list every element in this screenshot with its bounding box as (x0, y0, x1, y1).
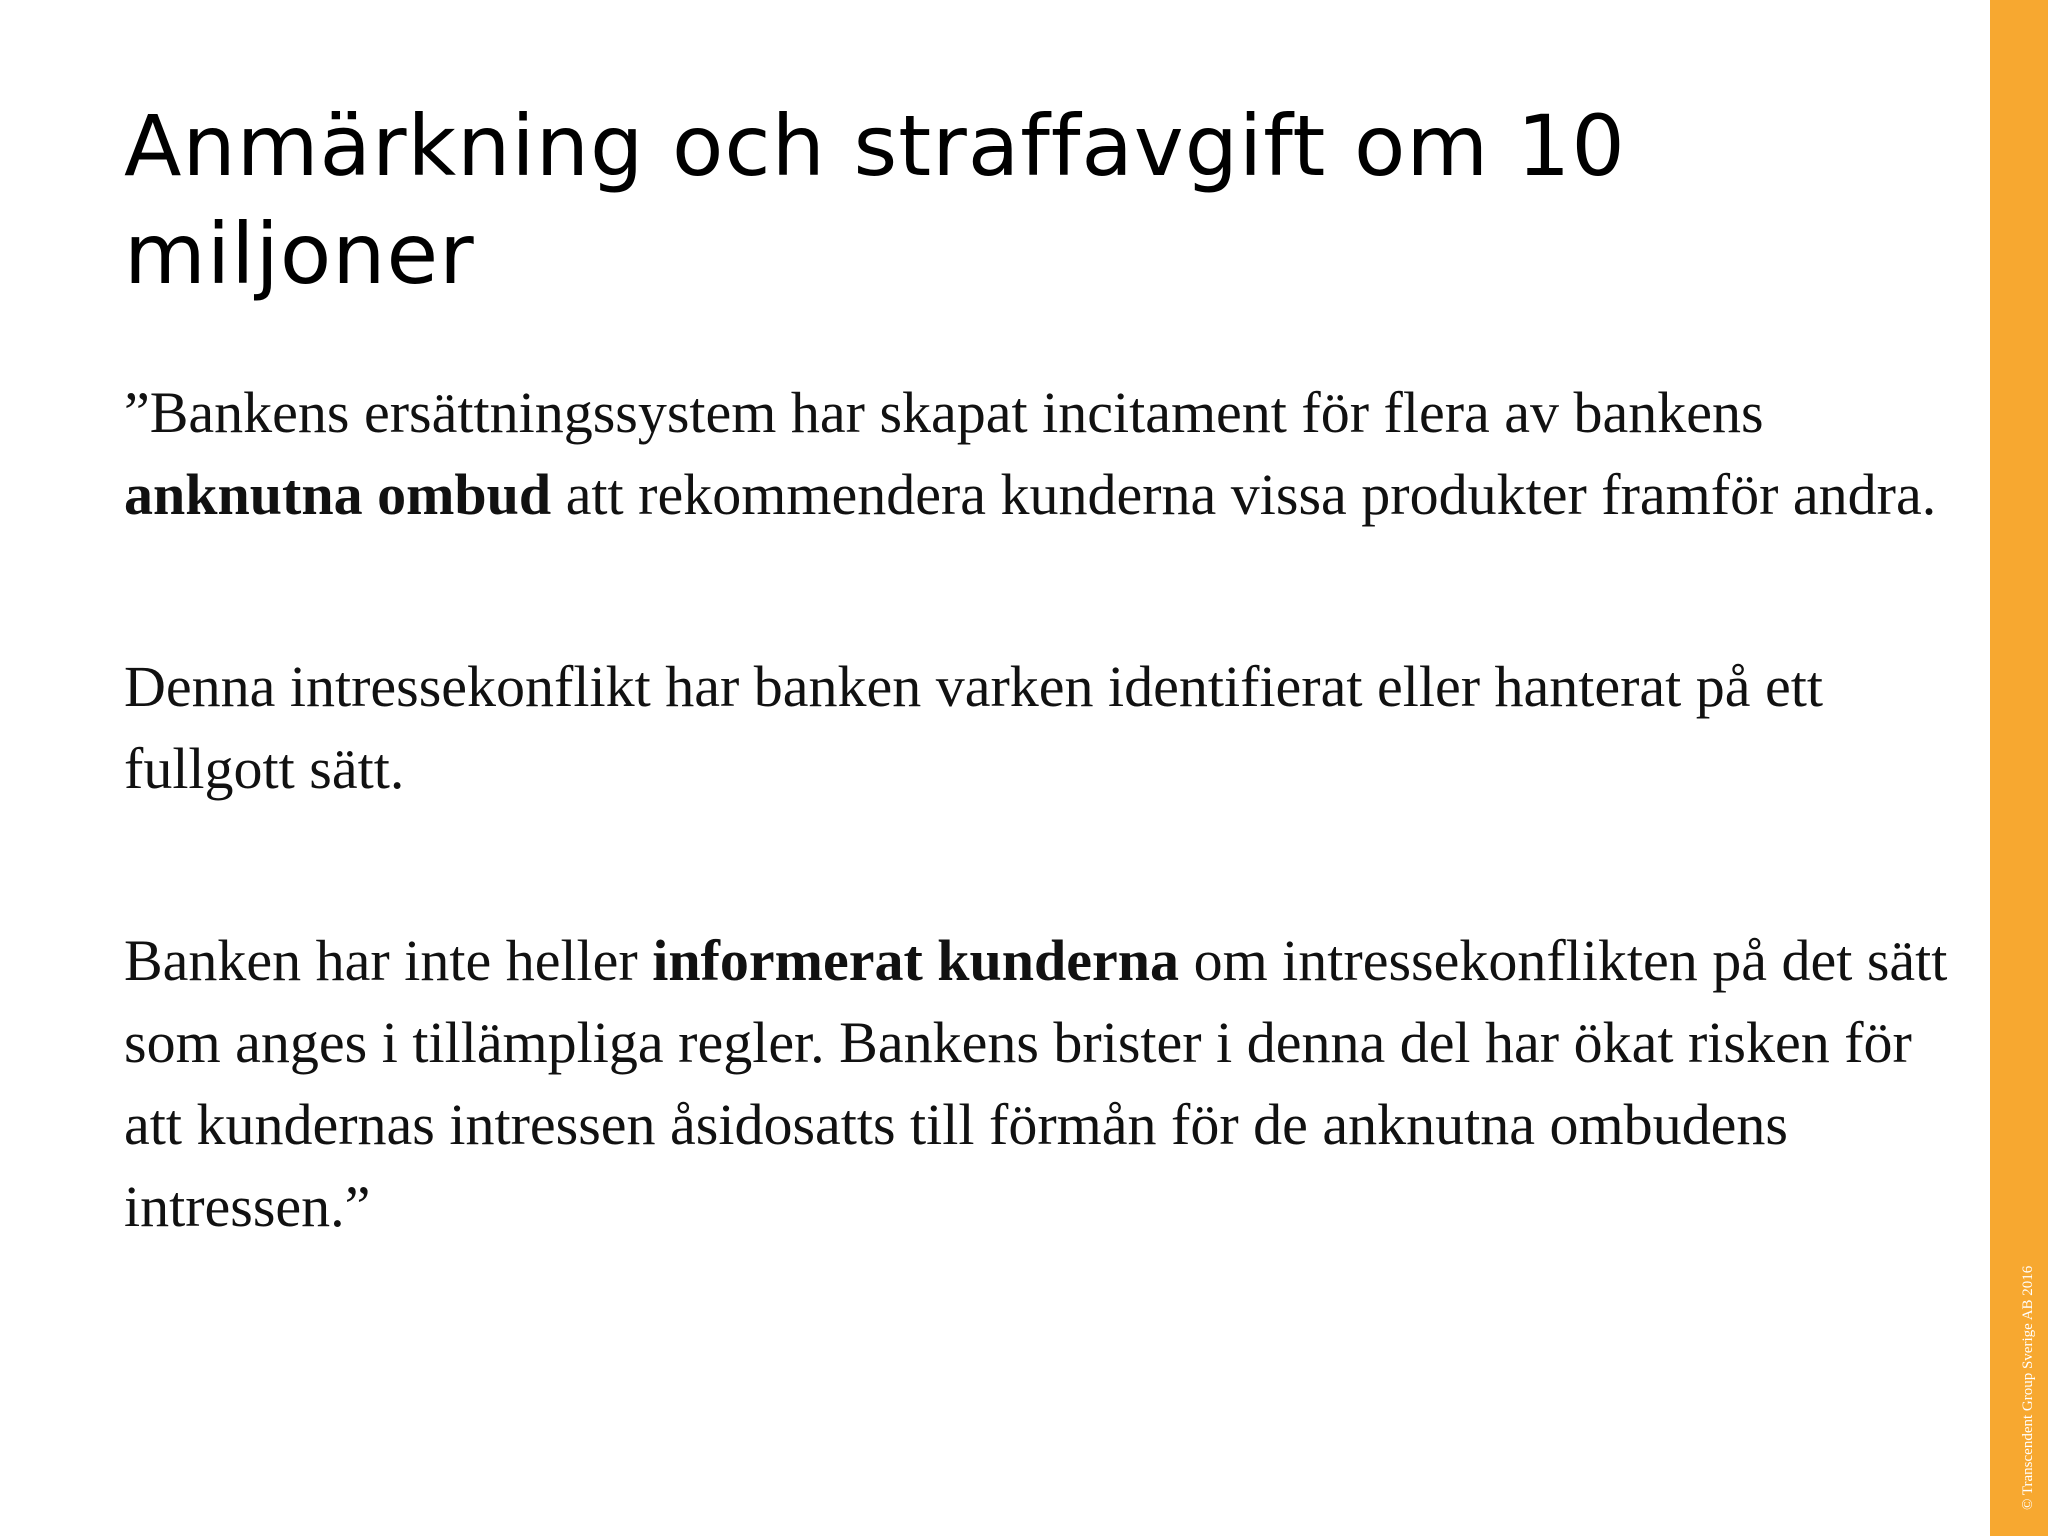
emphasis-informerat-kunderna: informerat kunderna (652, 928, 1180, 993)
quote-paragraph-1 (124, 372, 1954, 536)
quote-paragraph-3-text-c: om intressekonflikten på det sätt som anges i tillämpliga regler. Bankens brister i denna del har ökat risken för att kundernas intressen åsidosatts till förmån för de anknutna ombudens intressen.” (124, 928, 1948, 1239)
emphasis-anknutna-ombud: anknutna ombud (124, 462, 552, 527)
quote-paragraph-1-text-c: att rekommendera kunderna vissa produkter framför andra. (551, 462, 1937, 527)
quote-paragraph-1-text-a: ”Bankens ersättningssystem har skapat incitament för flera av bankens (124, 380, 1764, 445)
quote-paragraph-2: Denna intressekonflikt har banken varken identifierat eller hanterat på ett fullgott sätt. (124, 654, 1823, 801)
quote-paragraph-3 (124, 920, 1954, 1248)
slide-title: Anmärkning och straffavgift om 10 miljoner (124, 97, 1626, 303)
slide-body (124, 372, 1954, 1358)
copyright-notice: © Transcendent Group Sverige AB 2016 (2020, 1265, 2036, 1510)
accent-sidebar (1990, 0, 2048, 1536)
quote-paragraph-3-text-a: Banken har inte heller (124, 928, 653, 993)
